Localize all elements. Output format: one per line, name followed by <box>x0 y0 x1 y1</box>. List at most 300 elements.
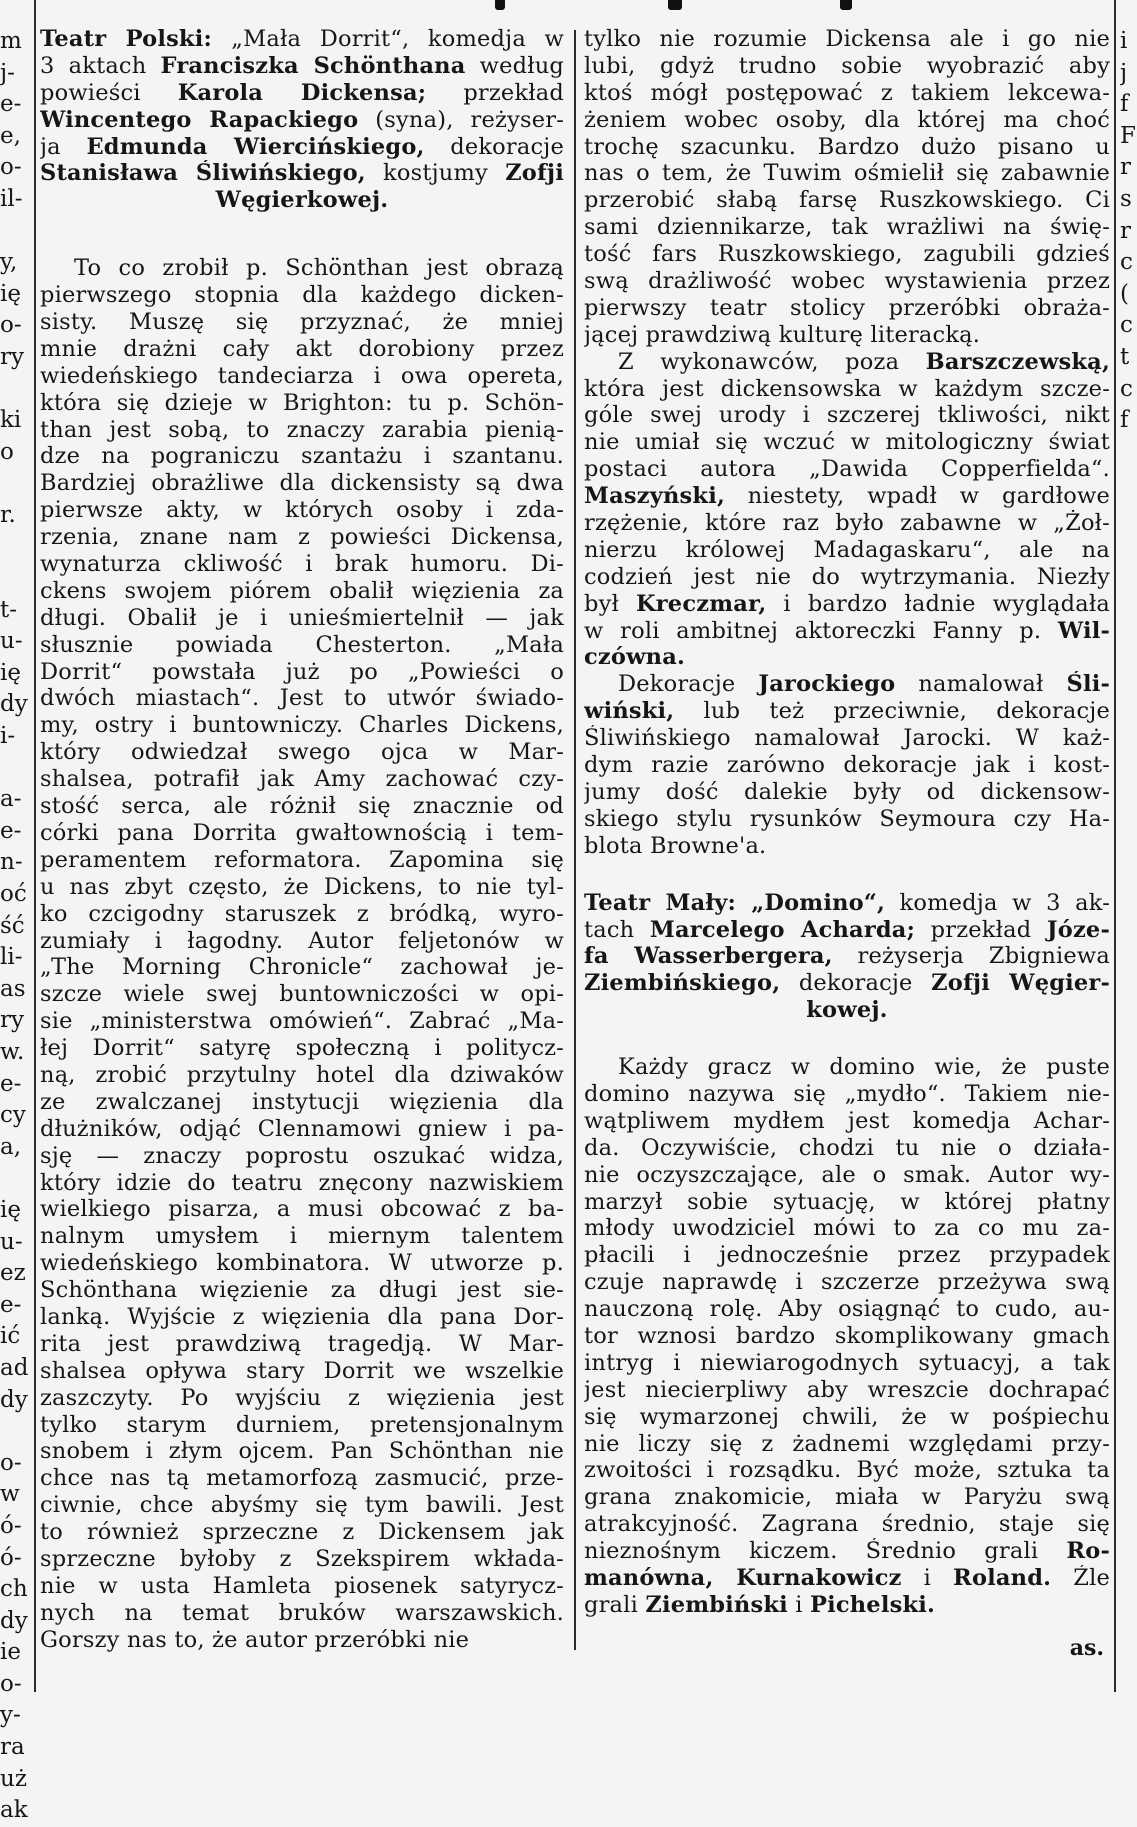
fragment-line: o- <box>0 1670 22 1697</box>
text-line <box>584 1081 1110 1108</box>
bold-name: Węgierkowej. <box>215 187 389 214</box>
text-run: przekład <box>915 916 1047 943</box>
fragment-line: j <box>1120 59 1128 86</box>
bold-name: Jarockiego <box>758 671 896 698</box>
fragment-line: ść <box>0 912 25 939</box>
fragment-line <box>1120 942 1137 974</box>
text-line <box>584 725 1110 752</box>
text-line <box>584 1350 1110 1377</box>
text-run: był <box>584 590 636 617</box>
fragment-line <box>1120 1163 1137 1195</box>
text-line <box>584 537 1110 564</box>
fragment-line <box>1120 563 1137 595</box>
text-line <box>584 1162 1110 1189</box>
fragment-line: il- <box>0 185 23 212</box>
fragment-line <box>0 216 32 248</box>
text-run: tor wznosi bardzo skomplikowany gmach <box>584 1322 1110 1349</box>
text-run: (syna), reżyser- <box>358 106 564 133</box>
text-line: nych na temat bruków warszawskich. <box>40 1599 564 1626</box>
fragment-line: r <box>1120 154 1131 181</box>
text-line: nalnym umysłem i miernym talentem <box>40 1223 564 1250</box>
text-run: rzężenie, które raz było zabawne w „Żoł- <box>584 510 1110 537</box>
text-line <box>584 241 1110 268</box>
bold-name: Teatr Mały: „Domino“, <box>584 889 886 916</box>
text-line: pierwsze akty, w których osoby i zda- <box>40 497 564 524</box>
text-run: skiego stylu rysunków Seymoura czy Ha- <box>584 805 1110 832</box>
bold-name: Józe- <box>1046 916 1110 943</box>
text-run: wątpliwem mydłem jest komedja Achar- <box>584 1107 1110 1134</box>
text-run: reżyserja Zbigniewa <box>832 943 1110 970</box>
text-line: mnie drażni cały akt dorobiony przez <box>40 335 564 362</box>
fragment-line <box>0 753 32 785</box>
text-run: trochę szacunku. Bardzo dużo pisano u <box>584 133 1110 160</box>
bold-name: Maszyński, <box>584 483 725 510</box>
bold-name: Ro- <box>1066 1538 1110 1565</box>
text-line <box>584 1323 1110 1350</box>
text-run: jest niecierpliwy aby wreszcie dochrapać <box>584 1376 1110 1403</box>
fragment-line: cy <box>0 1102 26 1129</box>
fragment-line: m <box>0 28 22 54</box>
column-rule-middle <box>574 30 576 1650</box>
text-run: codzień jest nie do wytrzymania. Niezły <box>584 563 1110 590</box>
text-line <box>584 970 1110 997</box>
fragment-line <box>1120 626 1137 658</box>
text-line: sie „ministerstwa omówień“. Zabrać „Ma- <box>40 1008 564 1035</box>
text-run: zwoitości i rozsądku. Być może, sztuka ta <box>584 1457 1110 1484</box>
text-line: dłużników, odjąć Clennamowi gniew i pa- <box>40 1115 564 1142</box>
text-line: który odwiedzał swego ojca w Mar- <box>40 739 564 766</box>
fragment-line: ad <box>0 1354 29 1381</box>
text-run: przerobić słabą farsę Ruszkowskiego. Ci <box>584 187 1110 214</box>
text-run: nie umiał się wczuć w mitologiczny świat <box>584 429 1110 456</box>
text-line <box>584 295 1110 322</box>
text-line <box>584 943 1110 970</box>
heading-fragment-mark <box>668 0 682 10</box>
text-run: intryg i niewiarogodnych sytuacyj, a tak <box>584 1349 1110 1376</box>
text-run: góle swej urody i szczerej tkliwości, nikt <box>584 402 1110 429</box>
text-line: nie w usta Hamleta piosenek satyrycz- <box>40 1572 564 1599</box>
bold-name: Franciszka Schönthana <box>160 52 466 79</box>
text-line: Schönthana więzienie za długi jest sie- <box>40 1277 564 1304</box>
fragment-line: ó- <box>0 1512 22 1539</box>
text-run: blota Browne'a. <box>584 832 767 859</box>
fragment-line: dy <box>0 691 28 718</box>
fragment-line: y, <box>0 249 18 276</box>
text-run: powieści <box>40 79 178 106</box>
bold-name: Wil- <box>1057 617 1110 644</box>
fragment-line: ię <box>0 1196 21 1223</box>
text-line <box>584 1135 1110 1162</box>
text-line <box>584 160 1110 187</box>
fragment-line: li- <box>0 944 23 971</box>
fragment-line: i- <box>0 723 16 750</box>
bold-name: Śli- <box>1066 671 1110 698</box>
text-run: grali <box>584 1591 646 1618</box>
text-line <box>584 349 1110 376</box>
text-run: atrakcyjność. Zagrana średnio, staje się <box>584 1511 1110 1538</box>
fragment-line: dy <box>0 1386 28 1413</box>
text-run: przekład <box>426 79 564 106</box>
text-line: sję — znaczy poprostu oszukać widza, <box>40 1142 564 1169</box>
text-line: tylko starym durniem, pretensjonalnym <box>40 1411 564 1438</box>
text-line: Gorszy nas to, że autor przeróbki nie <box>40 1626 470 1653</box>
text-line: wiedeńskiego kombinatora. W utworze p. <box>40 1250 564 1277</box>
fragment-line: ie <box>0 1639 21 1666</box>
fragment-line: y- <box>0 1702 21 1729</box>
text-line: than jest sobą, to znaczy zarabia pienią- <box>40 416 564 443</box>
text-run: Dekoracje <box>618 671 759 698</box>
review-body-mala-dorrit <box>40 255 564 1653</box>
text-line: lanką. Wyjście z więzienia dla pana Dor- <box>40 1303 564 1330</box>
bold-name: Teatr Polski: <box>40 26 232 52</box>
bold-name: Marcelego Acharda; <box>649 916 916 943</box>
text-line: my, ostry i buntowniczy. Charles Dickens, <box>40 712 564 739</box>
fragment-line: a- <box>0 786 22 813</box>
fragment-line <box>1120 974 1137 1006</box>
text-line: chce nas tą metamorfozą zasmucić, prze- <box>40 1465 564 1492</box>
text-run: czuje naprawdę i szczerze przeżywa swą <box>584 1269 1110 1296</box>
text-line: stość serca, ale różnił się znacznie od <box>40 793 564 820</box>
fragment-line: f <box>1120 91 1129 118</box>
text-run: tość fars Ruszkowskiego, zagubili gdzieś <box>584 241 1110 268</box>
fragment-line: dy <box>0 1607 28 1634</box>
fragment-line: F <box>1120 122 1136 149</box>
text-line <box>584 1189 1110 1216</box>
fragment-line <box>1120 658 1137 690</box>
text-run: niestety, wpadł w gardłowe <box>725 483 1110 510</box>
text-line: rita jest prawdziwą tragedją. W Mar- <box>40 1330 564 1357</box>
fragment-line <box>1120 1037 1137 1069</box>
text-line <box>584 564 1110 591</box>
text-run: domino nazywa się „mydło“. Takiem nie- <box>584 1080 1110 1107</box>
text-line: ckens swojem piórem obalił więzienia za <box>40 577 564 604</box>
fragment-line: a, <box>0 1133 22 1160</box>
bold-name: Ziembińskiego, <box>584 970 781 997</box>
text-line <box>584 806 1110 833</box>
fragment-line <box>1120 595 1137 627</box>
text-line <box>584 187 1110 214</box>
text-run: według <box>465 52 564 79</box>
text-line: wynaturza ckliwość i brak humoru. Di- <box>40 551 564 578</box>
text-line <box>584 591 1110 618</box>
text-run: kostjumy <box>365 160 506 187</box>
text-line: shalsea, potrafił jak Amy zachować czy- <box>40 766 564 793</box>
text-run: „Mała Dorrit“, komedja w <box>231 26 564 52</box>
bold-name: Stanisława Śliwińskiego, <box>40 160 366 187</box>
text-run: Źle <box>1051 1564 1110 1591</box>
text-line <box>584 1404 1110 1431</box>
text-line: pierwszego stopnia dla każdego dicken- <box>40 282 564 309</box>
fragment-line <box>1120 1132 1137 1164</box>
text-line: rzenia, znane nam z powieści Dickensa, <box>40 524 564 551</box>
text-run: nieznośnym kiczem. Średnio grali <box>584 1538 1067 1565</box>
text-run: komedja w 3 ak- <box>885 889 1110 916</box>
fragment-line: e, <box>0 122 21 149</box>
fragment-line <box>1120 721 1137 753</box>
text-run: sami dziennikarze, tak wrażliwi na świę- <box>584 214 1110 241</box>
fragment-line: w <box>0 1481 20 1508</box>
text-run: marzył sobie sytuację, w której płatny <box>584 1188 1110 1215</box>
review-decor-paragraph <box>584 671 1110 859</box>
fragment-line: ch <box>0 1576 28 1603</box>
fragment-line: ię <box>0 280 21 307</box>
fragment-line <box>1120 468 1137 500</box>
text-line: córki pana Dorrita gwałtownością i tem- <box>40 819 564 846</box>
text-run: nierzu królowej Madagaskaru“, ale na <box>584 536 1110 563</box>
fragment-line <box>0 468 32 500</box>
text-line: łej Dorrit“ satyrę społeczną i politycz- <box>40 1035 564 1062</box>
fragment-line <box>0 532 32 564</box>
fragment-line: o <box>0 438 14 465</box>
review-cast-paragraph <box>584 349 1110 672</box>
bold-name: manówna, Kurnakowicz <box>584 1564 902 1591</box>
text-run: postaci autora „Dawida Copperfielda“. <box>584 456 1110 483</box>
text-line <box>584 1484 1110 1511</box>
text-line <box>584 917 1110 944</box>
fragment-line: r <box>1120 217 1131 244</box>
text-line <box>584 644 1110 671</box>
text-line <box>584 1431 1110 1458</box>
text-line: Bardziej obrażliwe dla dickensisty są dwa <box>40 470 564 497</box>
text-line <box>584 1296 1110 1323</box>
text-line <box>584 1538 1110 1565</box>
left-column-fragment <box>0 26 32 1827</box>
text-line <box>584 53 1110 80</box>
fragment-line <box>1120 816 1137 848</box>
bold-name: Zofji <box>505 160 564 187</box>
fragment-line: o- <box>0 312 22 339</box>
text-run: która jest dickensowska w każdym szcze- <box>584 375 1110 402</box>
text-run: nas o tem, że Tuwim ośmielił się zabawnie <box>584 160 1110 187</box>
text-line <box>584 134 1110 161</box>
fragment-line: u- <box>0 628 23 655</box>
fragment-line <box>1120 532 1137 564</box>
text-line <box>584 752 1110 779</box>
fragment-line <box>1120 689 1137 721</box>
fragment-line: s <box>1120 185 1132 212</box>
text-run: tach <box>584 916 650 943</box>
fragment-line: t- <box>0 596 18 623</box>
fragment-line: u- <box>0 1228 23 1255</box>
review-heading-teatr-polski <box>40 26 564 214</box>
text-line <box>584 1108 1110 1135</box>
text-line <box>40 107 564 134</box>
fragment-line <box>0 563 32 595</box>
text-run: Z wykonawców, poza <box>618 348 926 375</box>
column-rule-left <box>34 0 36 1692</box>
fragment-line: r. <box>0 501 16 528</box>
text-line <box>584 1377 1110 1404</box>
text-line: który idzie do teatru znęcony nazwiskiem <box>40 1169 564 1196</box>
text-line: peramentem reformatora. Zapomina się <box>40 846 564 873</box>
text-line <box>584 1242 1110 1269</box>
text-run: ktoś mógł postępować z takiem lekcewa- <box>584 79 1110 106</box>
text-run: Każdy gracz w domino wie, że puste <box>618 1054 1110 1081</box>
text-run: tylko nie rozumie Dickensa ale i go nie <box>584 26 1110 52</box>
text-line <box>584 1592 1110 1619</box>
text-line <box>584 1269 1110 1296</box>
fragment-line: o- <box>0 1449 22 1476</box>
fragment-line: c <box>1120 249 1133 276</box>
fragment-line: ię <box>0 659 21 686</box>
text-line: ną, zrobić przytulny hotel dla dziwaków <box>40 1061 564 1088</box>
text-line: u nas zbyt często, że Dickens, to nie tyl- <box>40 873 564 900</box>
fragment-line: f <box>1120 407 1129 434</box>
text-line <box>584 376 1110 403</box>
fragment-line: ( <box>1120 280 1129 307</box>
bold-name: Karola Dickensa; <box>177 79 427 106</box>
text-run: swą drażliwość wobec wystawienia przez <box>584 268 1110 295</box>
fragment-line: as <box>0 975 26 1002</box>
bold-name: Roland. <box>953 1564 1052 1591</box>
fragment-line: ić <box>0 1323 21 1350</box>
text-line <box>584 402 1110 429</box>
review-column-b <box>584 26 1110 1662</box>
text-line: dze na pograniczu szantażu i szantanu. <box>40 443 564 470</box>
fragment-line <box>1120 437 1137 469</box>
text-line <box>584 1054 1110 1081</box>
text-line <box>40 26 564 53</box>
fragment-line <box>0 1416 32 1448</box>
fragment-line <box>0 1163 32 1195</box>
bold-name: Barszczewską, <box>925 348 1110 375</box>
bold-name: kowej. <box>806 997 888 1024</box>
text-line: sprzeczne byłoby z Szekspirem wkłada- <box>40 1545 564 1572</box>
column-rule-right <box>1114 0 1116 1692</box>
fragment-line: w. <box>0 1039 25 1065</box>
text-run: młody uwodziciel mówi to za co mu za- <box>584 1215 1110 1242</box>
text-line <box>584 1565 1110 1592</box>
fragment-line: j- <box>0 59 15 86</box>
text-line <box>584 1457 1110 1484</box>
text-run: nauczoną rolę. Aby osiągnąć to cudo, au- <box>584 1296 1110 1323</box>
text-line: długi. Obalił je i unieśmiertelnił — jak <box>40 604 564 631</box>
fragment-line: e- <box>0 91 22 118</box>
author-signature: as. <box>1069 1634 1104 1661</box>
fragment-line <box>1120 879 1137 911</box>
fragment-line <box>0 374 32 406</box>
text-run: dekoracje <box>424 133 564 160</box>
text-run: nie liczy się z żadnemi względami przy- <box>584 1430 1110 1457</box>
text-line <box>584 1215 1110 1242</box>
fragment-line: ki <box>0 407 22 434</box>
text-run: jumy dość dalekie były od dickensow- <box>584 778 1110 805</box>
fragment-line: ra <box>0 1734 25 1761</box>
fragment-line <box>1120 500 1137 532</box>
text-line <box>584 322 1110 349</box>
right-column-fragment <box>1120 26 1137 1195</box>
text-line <box>584 268 1110 295</box>
fragment-line: e- <box>0 1070 22 1097</box>
bold-name: Zofji Węgier- <box>931 970 1110 997</box>
review-continuation <box>584 26 1110 349</box>
text-line <box>584 510 1110 537</box>
text-line: to również sprzeczne z Dickensem jak <box>40 1519 564 1546</box>
fragment-line: n- <box>0 849 23 876</box>
text-line <box>584 833 1110 860</box>
fragment-line: o- <box>0 154 22 181</box>
fragment-line: i <box>1120 28 1128 54</box>
text-run: dekoracje <box>780 970 932 997</box>
bold-name: Edmunda Wiercińskiego, <box>86 133 425 160</box>
bold-name: Wincentego Rapackiego <box>40 106 359 133</box>
text-line <box>584 618 1110 645</box>
fragment-line: oć <box>0 881 27 908</box>
text-run: i <box>901 1564 954 1591</box>
text-run: dym razie zarówno dekoracje jak i kost- <box>584 752 1110 779</box>
fragment-line: ez <box>0 1260 26 1287</box>
fragment-line <box>1120 1069 1137 1101</box>
text-line <box>584 26 1110 53</box>
fragment-line: c <box>1120 375 1133 402</box>
text-run: pierwszy teatr stolicy przeróbki obraża- <box>584 294 1110 321</box>
fragment-line: t <box>1120 343 1130 370</box>
text-line: szcze wiele swej buntowniczości w opi- <box>40 981 564 1008</box>
text-run: nie oczyszczające, ale o smak. Autor wy- <box>584 1161 1110 1188</box>
text-run: ja <box>40 133 87 160</box>
text-line <box>584 698 1110 725</box>
text-line <box>584 997 1110 1024</box>
text-line <box>584 107 1110 134</box>
fragment-line: ak <box>0 1797 28 1824</box>
text-line: która się dzieje w Brighton: tu p. Schön- <box>40 389 564 416</box>
bold-name: czówna. <box>584 644 686 671</box>
bold-name: Ziembiński <box>645 1591 788 1618</box>
heading-fragment-mark <box>840 0 852 10</box>
text-line <box>584 456 1110 483</box>
text-line: zumiały i łagodny. Autor feljetonów w <box>40 927 564 954</box>
text-line <box>584 429 1110 456</box>
heading-fragment-mark <box>495 0 505 10</box>
text-run: się wymarzonej chwili, że w pośpiechu <box>584 1403 1110 1430</box>
bold-name: fa Wasserbergera, <box>584 943 833 970</box>
text-line <box>584 214 1110 241</box>
text-run: płacili i jednocześnie przez przypadek <box>584 1242 1110 1269</box>
text-line <box>584 80 1110 107</box>
text-run: w roli ambitnej aktoreczki Fanny p. <box>584 617 1058 644</box>
fragment-line: ry <box>0 343 24 370</box>
text-run: Śliwińskiego namalował Jarocki. W każ- <box>584 725 1110 752</box>
fragment-line <box>1120 784 1137 816</box>
text-run: jącej prawdziwą kulturę literacką. <box>584 321 981 348</box>
text-line <box>584 671 1110 698</box>
fragment-line <box>1120 911 1137 943</box>
fragment-line: ó- <box>0 1544 22 1571</box>
text-line: „The Morning Chronicle“ zachował je- <box>40 954 564 981</box>
text-run: lub też przeciwnie, dekoracje <box>674 698 1110 725</box>
fragment-line <box>1120 753 1137 785</box>
text-line: ciwnie, chce abyśmy się tym bawili. Jest <box>40 1492 564 1519</box>
text-line: sisty. Muszę się przyznać, że mniej <box>40 309 564 336</box>
fragment-line: e- <box>0 817 22 844</box>
text-line <box>584 483 1110 510</box>
fragment-line: c <box>1120 312 1133 339</box>
text-run: da. Oczywiście, chodzi tu nie o działa- <box>584 1134 1110 1161</box>
fragment-line <box>1120 1100 1137 1132</box>
text-line <box>584 890 1110 917</box>
text-line: snobem i złym ojcem. Pan Schönthan nie <box>40 1438 564 1465</box>
fragment-line: ry <box>0 1007 24 1034</box>
bold-name: wiński, <box>584 698 675 725</box>
fragment-line: e- <box>0 1291 22 1318</box>
text-line: shalsea opływa stary Dorrit we wszelkie <box>40 1357 564 1384</box>
text-line: To co zrobił p. Schönthan jest obrazą <box>74 255 564 282</box>
text-line <box>584 779 1110 806</box>
text-run: żeniem wobec osoby, dla której ma choć <box>584 106 1110 133</box>
text-line <box>40 187 564 214</box>
text-line <box>584 1511 1110 1538</box>
text-line <box>40 160 564 187</box>
